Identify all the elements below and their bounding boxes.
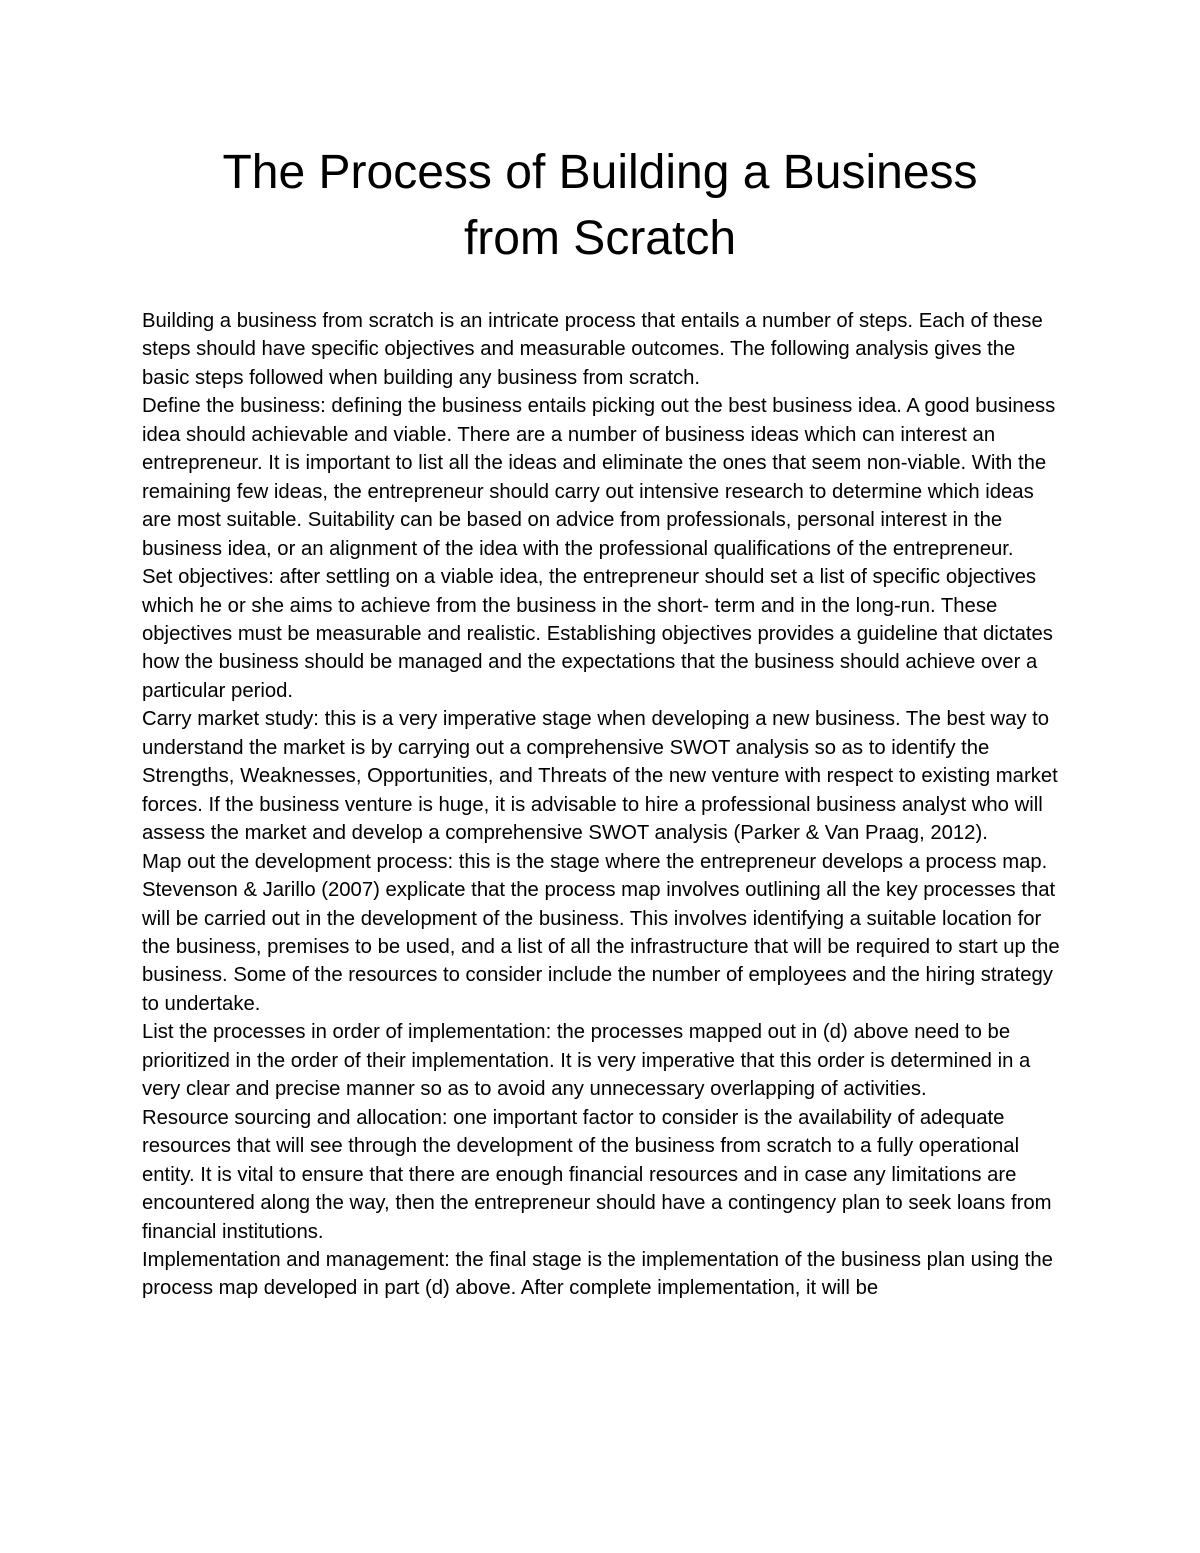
paragraph-set-objectives: Set objectives: after settling on a viable idea, the entrepreneur should set a list of specific objectives which he or she aims to achieve from the business in the short- term and in the long-run. These objectives must be measurable and realistic. Establishing objectives provides a guideline that dictates how the business should be managed and the expectations that the business should achieve over a particular period. — [142, 566, 1053, 702]
paragraph-define-business: Define the business: defining the business entails picking out the best business idea. A good business idea should achievable and viable. There are a number of business ideas which can interest an entrepreneur. It is important to list all the ideas and eliminate the ones that seem non-viable. With the remaining few ideas, the entrepreneur should carry out intensive research to determine which ideas are most suitable. Suitability can be based on advice from professionals, personal interest in the business idea, or an alignment of the idea with the professional qualifications of the entrepreneur. — [142, 395, 1056, 560]
title-line-2: from Scratch — [463, 212, 737, 265]
document-body — [142, 307, 1067, 1303]
paragraph-resource-allocation: Resource sourcing and allocation: one important factor to consider is the availability of adequate resources that will see through the development of the business from scratch to a fully operational entity. It is vital to ensure that there are enough financial resources and in case any limitations are encountered along the way, then the entrepreneur should have a contingency plan to seek loans from financial institutions. — [142, 1106, 1052, 1243]
paragraph-intro: Building a business from scratch is an intricate process that entails a number of steps. Each of these steps should have specific objectives and measurable outcomes. The following analysis gives the basic steps followed when building any business from scratch. — [142, 310, 1043, 389]
document-title — [100, 140, 1100, 272]
paragraph-process-order: List the processes in order of implementation: the processes mapped out in (d) above need to be prioritized in the order of their implementation. It is very imperative that this order is determined in a very clear and precise manner so as to avoid any unnecessary overlapping of activities. — [142, 1021, 1031, 1101]
paragraph-development-process: Map out the development process: this is the stage where the entrepreneur develops a process map. Stevenson & Jarillo (2007) explicate that the process map involves outlining all the key processes that will be carried out in the development of the business. This involves identifying a suitable location for the business, premises to be used, and a list of all the infrastructure that will be required to start up the business. Some of the resources to consider include the number of employees and the hiring strategy to undertake. — [142, 850, 1060, 1015]
title-line-1: The Process of Building a Business — [222, 146, 978, 199]
paragraph-market-study: Carry market study: this is a very imperative stage when developing a new business. The best way to understand the market is by carrying out a comprehensive SWOT analysis so as to identify the Strengths, Weaknesses, Opportunities, and Threats of the new venture with respect to existing market forces. If the business venture is huge, it is advisable to hire a professional business analyst who will assess the market and develop a comprehensive SWOT analysis (Parker & Van Praag, 2012). — [142, 708, 1058, 845]
paragraph-implementation: Implementation and management: the final stage is the implementation of the business plan using the process map developed in part (d) above. After complete implementation, it will be — [142, 1248, 1053, 1300]
